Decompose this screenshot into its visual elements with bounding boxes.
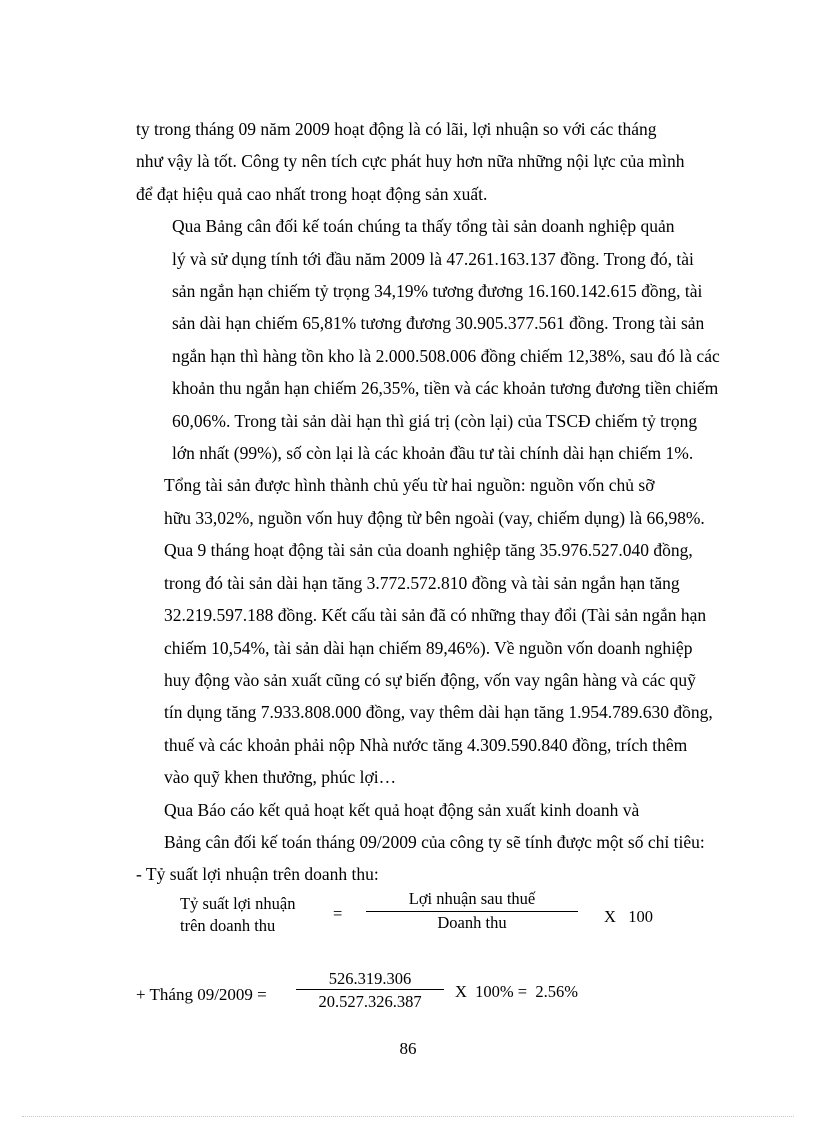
text-line: 60,06%. Trong tài sản dài hạn thì giá trị (còn lại) của TSCĐ chiếm tỷ trọng (172, 410, 698, 431)
formula-equals-sign: = (333, 904, 343, 923)
text-line: chiếm 10,54%, tài sản dài hạn chiếm 89,46%). Về nguồn vốn doanh nghiệp (164, 637, 693, 658)
text-line: vào quỹ khen thưởng, phúc lợi… (164, 767, 397, 788)
formula-numerator: Lợi nhuận sau thuế (408, 889, 536, 908)
page-number: 86 (399, 1039, 417, 1058)
text-line: ty trong tháng 09 năm 2009 hoạt động là có lãi, lợi nhuận so với các tháng (136, 119, 657, 139)
text-line: trong đó tài sản dài hạn tăng 3.772.572.810 đồng và tài sản ngắn hạn tăng (164, 572, 680, 593)
text-line: khoản thu ngắn hạn chiếm 26,35%, tiền và các khoản tương đương tiền chiếm (172, 378, 719, 399)
month-calc-result: X 100% = 2.56% (455, 982, 578, 1001)
text-line: 32.219.597.188 đồng. Kết cấu tài sản đã có những thay đổi (Tài sản ngắn hạn (164, 605, 707, 626)
text-line: Qua Bảng cân đối kế toán chúng ta thấy tổng tài sản doanh nghiệp quản (172, 216, 675, 237)
bullet-text: - Tỷ suất lợi nhuận trên doanh thu: (136, 864, 379, 885)
month-calc-denominator: 20.527.326.387 (318, 992, 422, 1011)
formula-label (180, 893, 296, 937)
text-line: như vậy là tốt. Công ty nên tích cực phát huy hơn nữa những nội lực của mình (136, 151, 685, 172)
formula-fraction-bar (366, 911, 578, 912)
formula-label-line: trên doanh thu (180, 916, 276, 935)
body-text (136, 113, 740, 891)
text-line: Qua 9 tháng hoạt động tài sản của doanh nghiệp tăng 35.976.527.040 đồng, (164, 540, 693, 561)
month-calc-numerator: 526.319.306 (328, 969, 412, 988)
month-calc-fraction-bar (296, 989, 444, 990)
text-line: sản ngắn hạn chiếm tỷ trọng 34,19% tương đương 16.160.142.615 đồng, tài (172, 281, 703, 302)
text-line: Qua Báo cáo kết quả hoạt kết quả hoạt động sản xuất kinh doanh và (164, 799, 640, 820)
text-line: huy động vào sản xuất cũng có sự biến động, vốn vay ngân hàng và các quỹ (164, 669, 696, 690)
text-line: sản dài hạn chiếm 65,81% tương đương 30.905.377.561 đồng. Trong tài sản (172, 313, 705, 334)
text-line: Tổng tài sản được hình thành chủ yếu từ hai nguồn: nguồn vốn chủ sỡ (164, 475, 655, 496)
bullet-item (136, 858, 740, 890)
formula-multiplier: X 100 (604, 907, 654, 926)
footer-divider (22, 1116, 794, 1117)
text-line: lớn nhất (99%), số còn lại là các khoản đầu tư tài chính dài hạn chiếm 1%. (172, 443, 694, 464)
text-line: lý và sử dụng tính tới đầu năm 2009 là 47.261.163.137 đồng. Trong đó, tài (172, 248, 694, 269)
paragraph-4 (136, 794, 740, 859)
paragraph-3 (136, 469, 740, 793)
text-line: ngắn hạn thì hàng tồn kho là 2.000.508.006 đồng chiếm 12,38%, sau đó là các (172, 345, 720, 366)
paragraph-1 (136, 113, 740, 210)
text-line: tín dụng tăng 7.933.808.000 đồng, vay thêm dài hạn tăng 1.954.789.630 đồng, (164, 702, 713, 723)
month-calc-label: + Tháng 09/2009 = (136, 985, 267, 1004)
formula-label-line: Tỷ suất lợi nhuận (180, 894, 296, 913)
text-line: Bảng cân đối kế toán tháng 09/2009 của công ty sẽ tính được một số chỉ tiêu: (164, 831, 705, 852)
formula-denominator: Doanh thu (437, 913, 507, 932)
paragraph-2 (136, 210, 740, 469)
text-line: thuế và các khoản phải nộp Nhà nước tăng 4.309.590.840 đồng, trích thêm (164, 734, 688, 755)
text-line: hữu 33,02%, nguồn vốn huy động từ bên ngoài (vay, chiếm dụng) là 66,98%. (164, 507, 705, 528)
text-line: để đạt hiệu quả cao nhất trong hoạt động sản xuất. (136, 183, 488, 204)
